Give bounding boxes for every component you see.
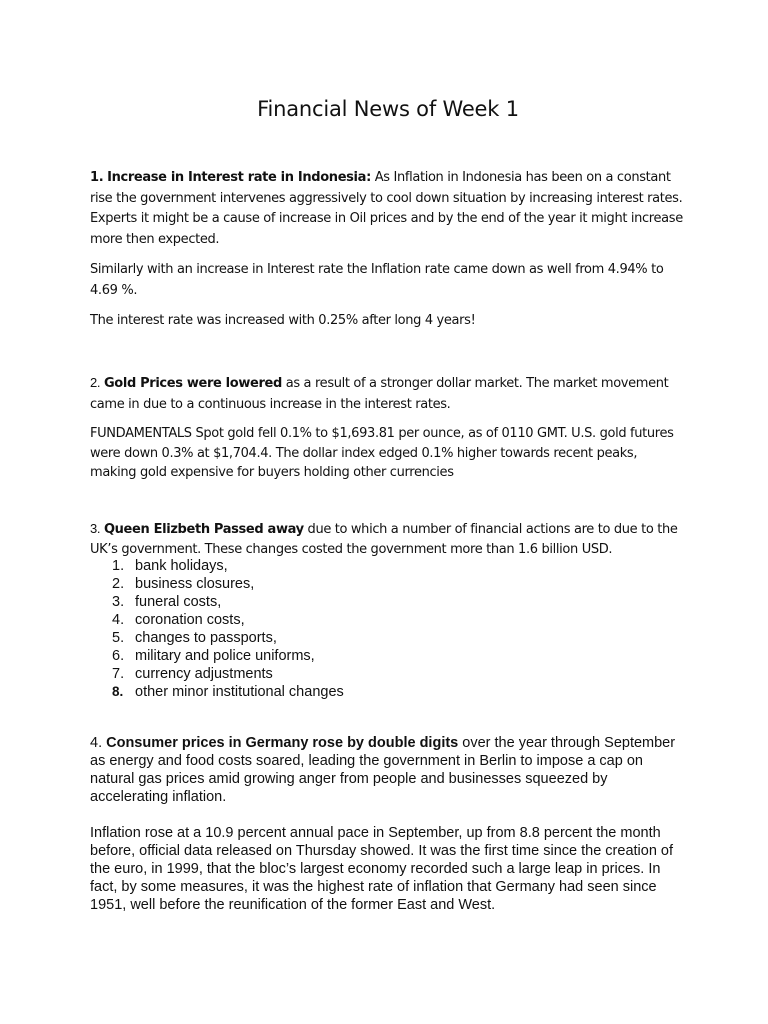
section1-body: As Inflation in Indonesia has been on a constant rise the government intervenes aggressively to cool down situation by increasing interest rates. Experts it might be a cause of increase in Oil prices and by the end of the year it might increase more then expected. (90, 170, 683, 247)
list-item-marker: 2. (112, 576, 125, 592)
financial-actions-list (90, 557, 686, 701)
list-item-text: changes to passports, (135, 630, 277, 646)
list-item (90, 629, 686, 647)
section3-body: due to which a number of financial actions are to due to the UK’s government. These changes costed the government more than 1.6 billion USD. (90, 522, 678, 557)
list-item-marker: 7. (112, 666, 125, 682)
section4-para2: Inflation rose at a 10.9 percent annual pace in September, up from 8.8 percent the month before, official data released on Thursday showed. It was the first time since the creation of the euro, in 1999, that the bloc’s largest economy recorded such a large leap in prices. In fact, by some measures, it was the highest rate of inflation that Germany had seen since 1951, well before the reunification of the former East and West. (90, 825, 674, 913)
list-item (90, 683, 686, 701)
section3-number: 3. (90, 521, 101, 536)
section1-paragraph (90, 168, 686, 250)
list-item (90, 593, 686, 611)
section2-body: as a result of a stronger dollar market. The market movement came in due to a continuous increase in the interest rates. (90, 376, 669, 412)
section1-heading: Increase in Interest rate in Indonesia: (107, 170, 371, 185)
list-item-marker: 6. (112, 648, 125, 664)
section4-body: over the year through September as energy and food costs soared, leading the government in Berlin to impose a cap on natural gas prices amid growing anger from people and businesses squeezed by accelerating inflation. (90, 735, 676, 805)
list-item-text: business closures, (135, 576, 255, 592)
list-item-marker: 8. (112, 684, 124, 699)
list-item-text: coronation costs, (135, 612, 245, 628)
section2-number: 2. (90, 375, 101, 390)
list-item-text: other minor institutional changes (135, 684, 344, 700)
list-item-text: funeral costs, (135, 594, 222, 610)
list-item-text: bank holidays, (135, 558, 228, 574)
list-item (90, 665, 686, 683)
section2-paragraph (90, 373, 686, 415)
document-page (90, 0, 686, 1024)
list-item (90, 575, 686, 593)
section3-heading: Queen Elizbeth Passed away (103, 522, 304, 537)
page-title: Financial News of Week 1 (257, 97, 519, 121)
section1-para3: The interest rate was increased with 0.25% after long 4 years! (90, 313, 476, 328)
list-item (90, 557, 686, 575)
section1-para2: Similarly with an increase in Interest rate the Inflation rate came down as well from 4.94% to 4.69 %. (90, 262, 664, 298)
section3-paragraph (90, 519, 686, 559)
list-item-marker: 4. (112, 612, 125, 628)
list-item (90, 611, 686, 629)
section2-heading: Gold Prices were lowered (103, 376, 282, 391)
list-item (90, 647, 686, 665)
section1-number: 1. (90, 170, 104, 185)
list-item-marker: 1. (112, 558, 125, 574)
section4-number: 4. (90, 735, 103, 751)
list-item-text: currency adjustments (135, 666, 273, 682)
section2-para2: FUNDAMENTALS Spot gold fell 0.1% to $1,693.81 per ounce, as of 0110 GMT. U.S. gold futures were down 0.3% at $1,704.4. The dollar index edged 0.1% higher towards recent peaks, making gold expensive for buyers holding other currencies (90, 426, 674, 480)
section4-heading: Consumer prices in Germany rose by double digits (106, 735, 459, 751)
section4-paragraph (90, 734, 686, 806)
list-item-marker: 3. (112, 594, 125, 610)
list-item-text: military and police uniforms, (135, 648, 315, 664)
list-item-marker: 5. (112, 630, 125, 646)
